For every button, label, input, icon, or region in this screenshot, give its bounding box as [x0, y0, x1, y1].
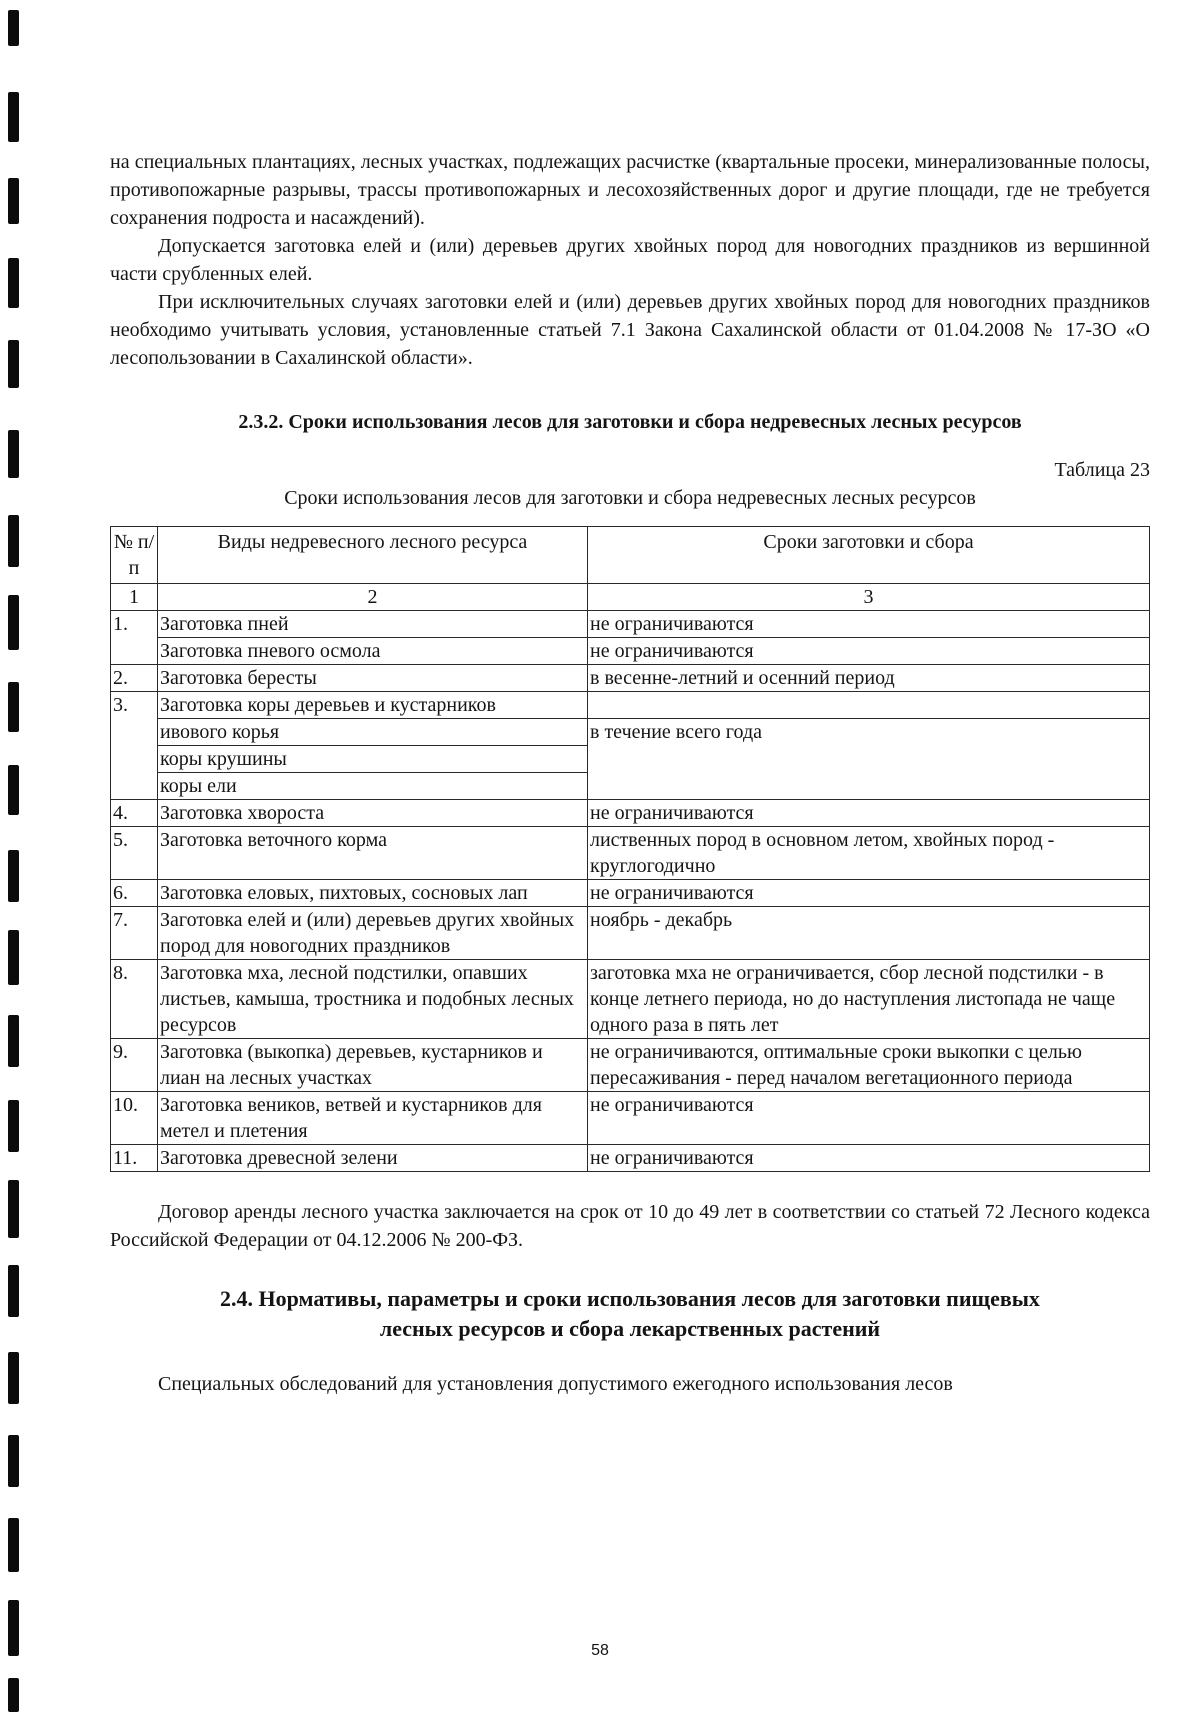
- row-terms: ноябрь - декабрь: [588, 907, 1150, 960]
- column-number: 3: [588, 584, 1150, 611]
- row-num: 9.: [111, 1039, 158, 1092]
- row-type: Заготовка пневого осмола: [158, 638, 588, 665]
- table-row: [111, 638, 1150, 665]
- row-type: Заготовка мха, лесной подстилки, опавших листьев, камыша, тростника и подобных лесных ресурсов: [158, 960, 588, 1039]
- table-row: [111, 611, 1150, 638]
- binding-mark: [8, 1180, 19, 1238]
- row-type: Заготовка хвороста: [158, 800, 588, 827]
- binding-mark: [8, 595, 19, 650]
- binding-mark: [8, 682, 19, 732]
- binding-edge-marks: [0, 0, 70, 1712]
- binding-mark: [8, 1352, 19, 1404]
- row-terms: не ограничиваются: [588, 638, 1150, 665]
- row-terms: заготовка мха не ограничивается, сбор лесной подстилки - в конце летнего периода, но до наступления листопада не чаще одного раза в пять лет: [588, 960, 1150, 1039]
- resources-table: [110, 526, 1150, 1172]
- row-type: Заготовка веников, ветвей и кустарников для метел и плетения: [158, 1092, 588, 1145]
- table-row: [111, 880, 1150, 907]
- row-num: 4.: [111, 800, 158, 827]
- row-type: Заготовка коры деревьев и кустарников: [158, 692, 588, 719]
- row-terms: в течение всего года: [588, 719, 1150, 800]
- section-title-line2: лесных ресурсов и сбора лекарственных растений: [379, 1316, 881, 1341]
- binding-mark: [8, 430, 19, 478]
- row-terms: не ограничиваются: [588, 800, 1150, 827]
- row-type: Заготовка бересты: [158, 665, 588, 692]
- binding-mark: [8, 1015, 19, 1067]
- row-num: 2.: [111, 665, 158, 692]
- row-terms: не ограничиваются: [588, 880, 1150, 907]
- row-terms: не ограничиваются: [588, 611, 1150, 638]
- paragraph-exceptional-cases: При исключительных случаях заготовки елей и (или) деревьев других хвойных пород для новогодних праздников необходимо учитывать условия, установленные статьей 7.1 Закона Сахалинской области от 01.04.2008 № 17-ЗО «О лесопользовании в Сахалинской области».: [110, 291, 1150, 369]
- row-type: коры крушины: [158, 746, 588, 773]
- section-title-line1: 2.4. Нормативы, параметры и сроки использования лесов для заготовки пищевых: [220, 1286, 1040, 1311]
- binding-mark: [8, 930, 19, 985]
- row-num: 11.: [111, 1145, 158, 1172]
- binding-mark: [8, 1518, 19, 1572]
- table-caption: Сроки использования лесов для заготовки и сбора недревесных лесных ресурсов: [284, 487, 976, 509]
- section-title: [110, 1284, 1150, 1344]
- subsection-title: 2.3.2. Сроки использования лесов для заготовки и сбора недревесных лесных ресурсов: [238, 411, 1022, 433]
- table-header-row: [111, 527, 1150, 584]
- row-type: ивового корья: [158, 719, 588, 746]
- paragraph-plantations: на специальных плантациях, лесных участках, подлежащих расчистке (квартальные просеки, минерализованные полосы, противопожарные разрывы, трассы противопожарных и лесохозяйственных дорог и другие площади, где не требуется сохранения подроста и насаждений).: [110, 151, 1150, 229]
- table-row: [111, 1145, 1150, 1172]
- column-number: 1: [111, 584, 158, 611]
- row-terms: не ограничиваются, оптимальные сроки выкопки с целью пересаживания - перед началом вегетационного периода: [588, 1039, 1150, 1092]
- table-row: [111, 827, 1150, 880]
- row-type: Заготовка пней: [158, 611, 588, 638]
- binding-mark: [8, 1100, 19, 1152]
- table-row: [111, 960, 1150, 1039]
- table-row: [111, 692, 1150, 719]
- row-num: 7.: [111, 907, 158, 960]
- binding-mark: [8, 1265, 19, 1317]
- row-type: Заготовка (выкопка) деревьев, кустарников и лиан на лесных участках: [158, 1039, 588, 1092]
- row-terms: в весенне-летний и осенний период: [588, 665, 1150, 692]
- column-number: 2: [158, 584, 588, 611]
- table-row: [111, 907, 1150, 960]
- row-num: 3.: [111, 692, 158, 800]
- paragraph-allowed-harvest: Допускается заготовка елей и (или) деревьев других хвойных пород для новогодних праздников из вершинной части срубленных елей.: [110, 235, 1150, 285]
- row-terms: [588, 692, 1150, 719]
- paragraph-lease-agreement: Договор аренды лесного участка заключается на срок от 10 до 49 лет в соответствии со статьей 72 Лесного кодекса Российской Федерации от 04.12.2006 № 200-ФЗ.: [110, 1201, 1150, 1251]
- row-num: 6.: [111, 880, 158, 907]
- table-row: [111, 1039, 1150, 1092]
- binding-mark: [8, 340, 19, 388]
- row-num: 5.: [111, 827, 158, 880]
- binding-mark: [8, 850, 19, 902]
- header-terms: Сроки заготовки и сбора: [588, 527, 1150, 584]
- paragraph-special-surveys: Специальных обследований для установления допустимого ежегодного использования лесов: [158, 1373, 953, 1395]
- row-type: Заготовка еловых, пихтовых, сосновых лап: [158, 880, 588, 907]
- binding-mark: [8, 515, 19, 567]
- row-terms: не ограничиваются: [588, 1092, 1150, 1145]
- table-row: [111, 1092, 1150, 1145]
- binding-mark: [8, 178, 19, 224]
- table-row: [111, 800, 1150, 827]
- row-type: Заготовка древесной зелени: [158, 1145, 588, 1172]
- page-number: 58: [591, 1642, 609, 1659]
- row-num: 1.: [111, 611, 158, 665]
- document-page: [110, 148, 1150, 1398]
- row-type: коры ели: [158, 773, 588, 800]
- row-terms: лиственных пород в основном летом, хвойных пород - круглогодично: [588, 827, 1150, 880]
- row-type: Заготовка елей и (или) деревьев других хвойных пород для новогодних праздников: [158, 907, 588, 960]
- table-column-numbers-row: [111, 584, 1150, 611]
- binding-mark: [8, 765, 19, 815]
- binding-mark: [8, 1435, 19, 1487]
- binding-mark: [8, 92, 19, 142]
- row-num: 10.: [111, 1092, 158, 1145]
- table-row: [111, 719, 1150, 746]
- row-type: Заготовка веточного корма: [158, 827, 588, 880]
- table-number: Таблица 23: [1054, 459, 1150, 481]
- binding-mark: [8, 258, 19, 308]
- binding-mark: [8, 1678, 19, 1712]
- row-terms: не ограничиваются: [588, 1145, 1150, 1172]
- row-num: 8.: [111, 960, 158, 1039]
- header-type: Виды недревесного лесного ресурса: [158, 527, 588, 584]
- binding-mark: [8, 10, 19, 46]
- header-num: № п/п: [111, 527, 158, 584]
- table-row: [111, 665, 1150, 692]
